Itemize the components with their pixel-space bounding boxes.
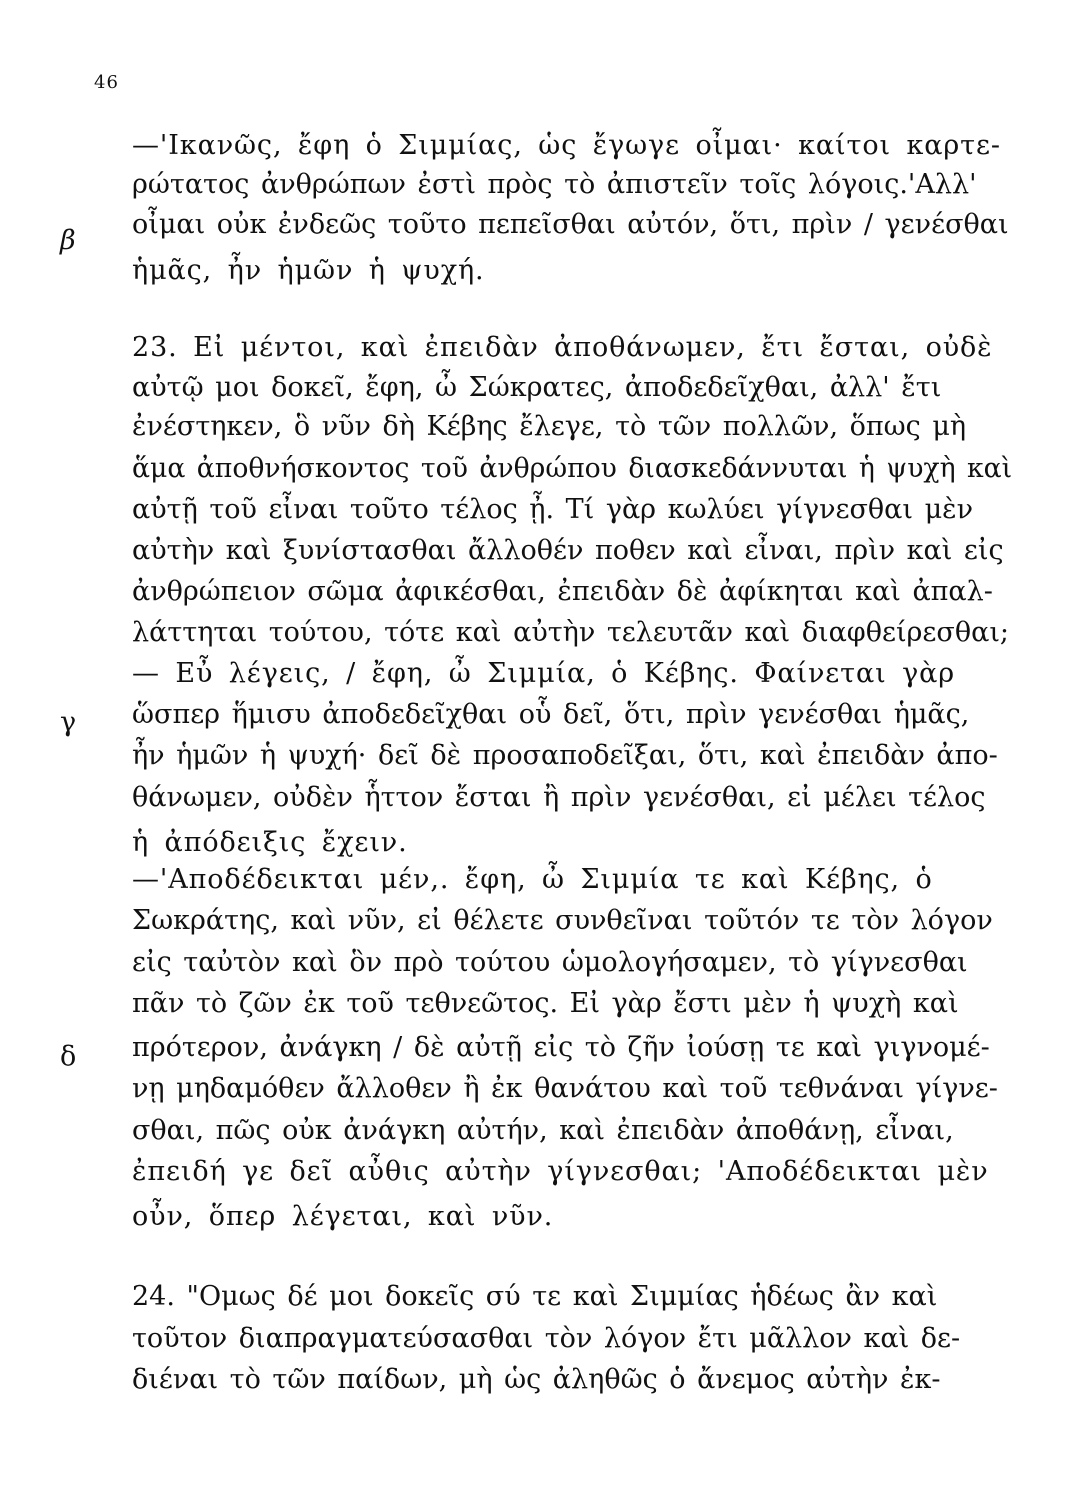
text-line: πρότερον, ἀνάγκη / δὲ αὐτῇ εἰς τὸ ζῆν ἰούσῃ τε καὶ γιγνομέ- — [132, 1032, 990, 1063]
text-line: οὖν, ὅπερ λέγεται, καὶ νῦν. — [132, 1201, 554, 1232]
text-line: ἦν ἡμῶν ἡ ψυχή· δεῖ δὲ προσαποδεῖξαι, ὅτι, καὶ ἐπειδὰν ἀπο- — [132, 740, 998, 771]
text-line: διέναι τὸ τῶν παίδων, μὴ ὡς ἀληθῶς ὁ ἄνεμος αὐτὴν ἐκ- — [132, 1364, 941, 1395]
text-line: ἐνέστηκεν, ὃ νῦν δὴ Κέβης ἔλεγε, τὸ τῶν πολλῶν, ὅπως μὴ — [132, 411, 967, 442]
text-line: ρώτατος ἀνθρώπων ἐστὶ πρὸς τὸ ἀπιστεῖν τοῖς λόγοις.'Αλλ' — [132, 169, 977, 200]
text-line: νῃ μηδαμόθεν ἄλλοθεν ἢ ἐκ θανάτου καὶ τοῦ τεθνάναι γίγνε- — [132, 1073, 998, 1104]
text-line: θάνωμεν, οὐδὲν ἧττον ἔσται ἢ πρὶν γενέσθαι, εἰ μέλει τέλος — [132, 782, 986, 813]
text-line: —'Ικανῶς, ἔφη ὁ Σιμμίας, ὡς ἔγωγε οἶμαι· καίτοι καρτε- — [132, 130, 1001, 161]
text-line: εἰς ταὐτὸν καὶ ὃν πρὸ τούτου ὡμολογήσαμεν, τὸ γίγνεσθαι — [132, 947, 968, 978]
text-line: —'Αποδέδεικται μέν,. ἔφη, ὦ Σιμμία τε καὶ Κέβης, ὁ — [132, 864, 933, 895]
text-line: Σωκράτης, καὶ νῦν, εἰ θέλετε συνθεῖναι τοῦτόν τε τὸν λόγον — [132, 905, 993, 936]
text-line: αὐτῷ μοι δοκεῖ, ἔφη, ὦ Σώκρατες, ἀποδεδεῖχθαι, ἀλλ' ἔτι — [132, 372, 942, 403]
text-line: — Εὖ λέγεις, / ἔφη, ὦ Σιμμία, ὁ Κέβης. Φαίνεται γὰρ — [132, 658, 956, 689]
text-line: ἡ ἀπόδειξις ἔχειν. — [132, 827, 408, 858]
text-line: 23. Εἰ μέντοι, καὶ ἐπειδὰν ἀποθάνωμεν, ἔτι ἔσται, οὐδὲ — [132, 332, 993, 363]
margin-marker-gamma: γ — [60, 707, 77, 738]
text-line: ἅμα ἀποθνήσκοντος τοῦ ἀνθρώπου διασκεδάννυται ἡ ψυχὴ καὶ — [132, 453, 1013, 484]
text-line: οἶμαι οὐκ ἐνδεῶς τοῦτο πεπεῖσθαι αὐτόν, ὅτι, πρὶν / γενέσθαι — [132, 209, 1009, 240]
text-line: ἀνθρώπειον σῶμα ἀφικέσθαι, ἐπειδὰν δὲ ἀφίκηται καὶ ἀπαλ- — [132, 576, 993, 607]
text-line: αὐτῇ τοῦ εἶναι τοῦτο τέλος ᾖ. Τί γὰρ κωλύει γίγνεσθαι μὲν — [132, 494, 974, 525]
text-line: ἐπειδή γε δεῖ αὖθις αὐτὴν γίγνεσθαι; 'Αποδέδεικται μὲν — [132, 1156, 989, 1187]
text-line: λάττηται τούτου, τότε καὶ αὐτὴν τελευτᾶν καὶ διαφθείρεσθαι; — [132, 617, 1009, 648]
text-line: ὥσπερ ἥμισυ ἀποδεδεῖχθαι οὗ δεῖ, ὅτι, πρὶν γενέσθαι ἡμᾶς, — [132, 699, 970, 730]
page-number: 46 — [94, 72, 119, 93]
text-line: σθαι, πῶς οὐκ ἀνάγκη αὐτήν, καὶ ἐπειδὰν ἀποθάνῃ, εἶναι, — [132, 1115, 954, 1146]
text-line: πᾶν τὸ ζῶν ἐκ τοῦ τεθνεῶτος. Εἰ γὰρ ἔστι μὲν ἡ ψυχὴ καὶ — [132, 988, 959, 1019]
text-line: τοῦτον διαπραγματεύσασθαι τὸν λόγον ἔτι μᾶλλον καὶ δε- — [132, 1323, 961, 1354]
text-line: αὐτὴν καὶ ξυνίστασθαι ἄλλοθέν ποθεν καὶ εἶναι, πρὶν καὶ εἰς — [132, 535, 1004, 566]
text-line: ἡμᾶς, ἦν ἡμῶν ἡ ψυχή. — [132, 255, 485, 286]
text-line: 24. "Ομως δέ μοι δοκεῖς σύ τε καὶ Σιμμίας ἡδέως ἂν καὶ — [132, 1281, 938, 1312]
margin-marker-delta: δ — [60, 1041, 77, 1072]
margin-marker-beta: β — [60, 225, 76, 256]
